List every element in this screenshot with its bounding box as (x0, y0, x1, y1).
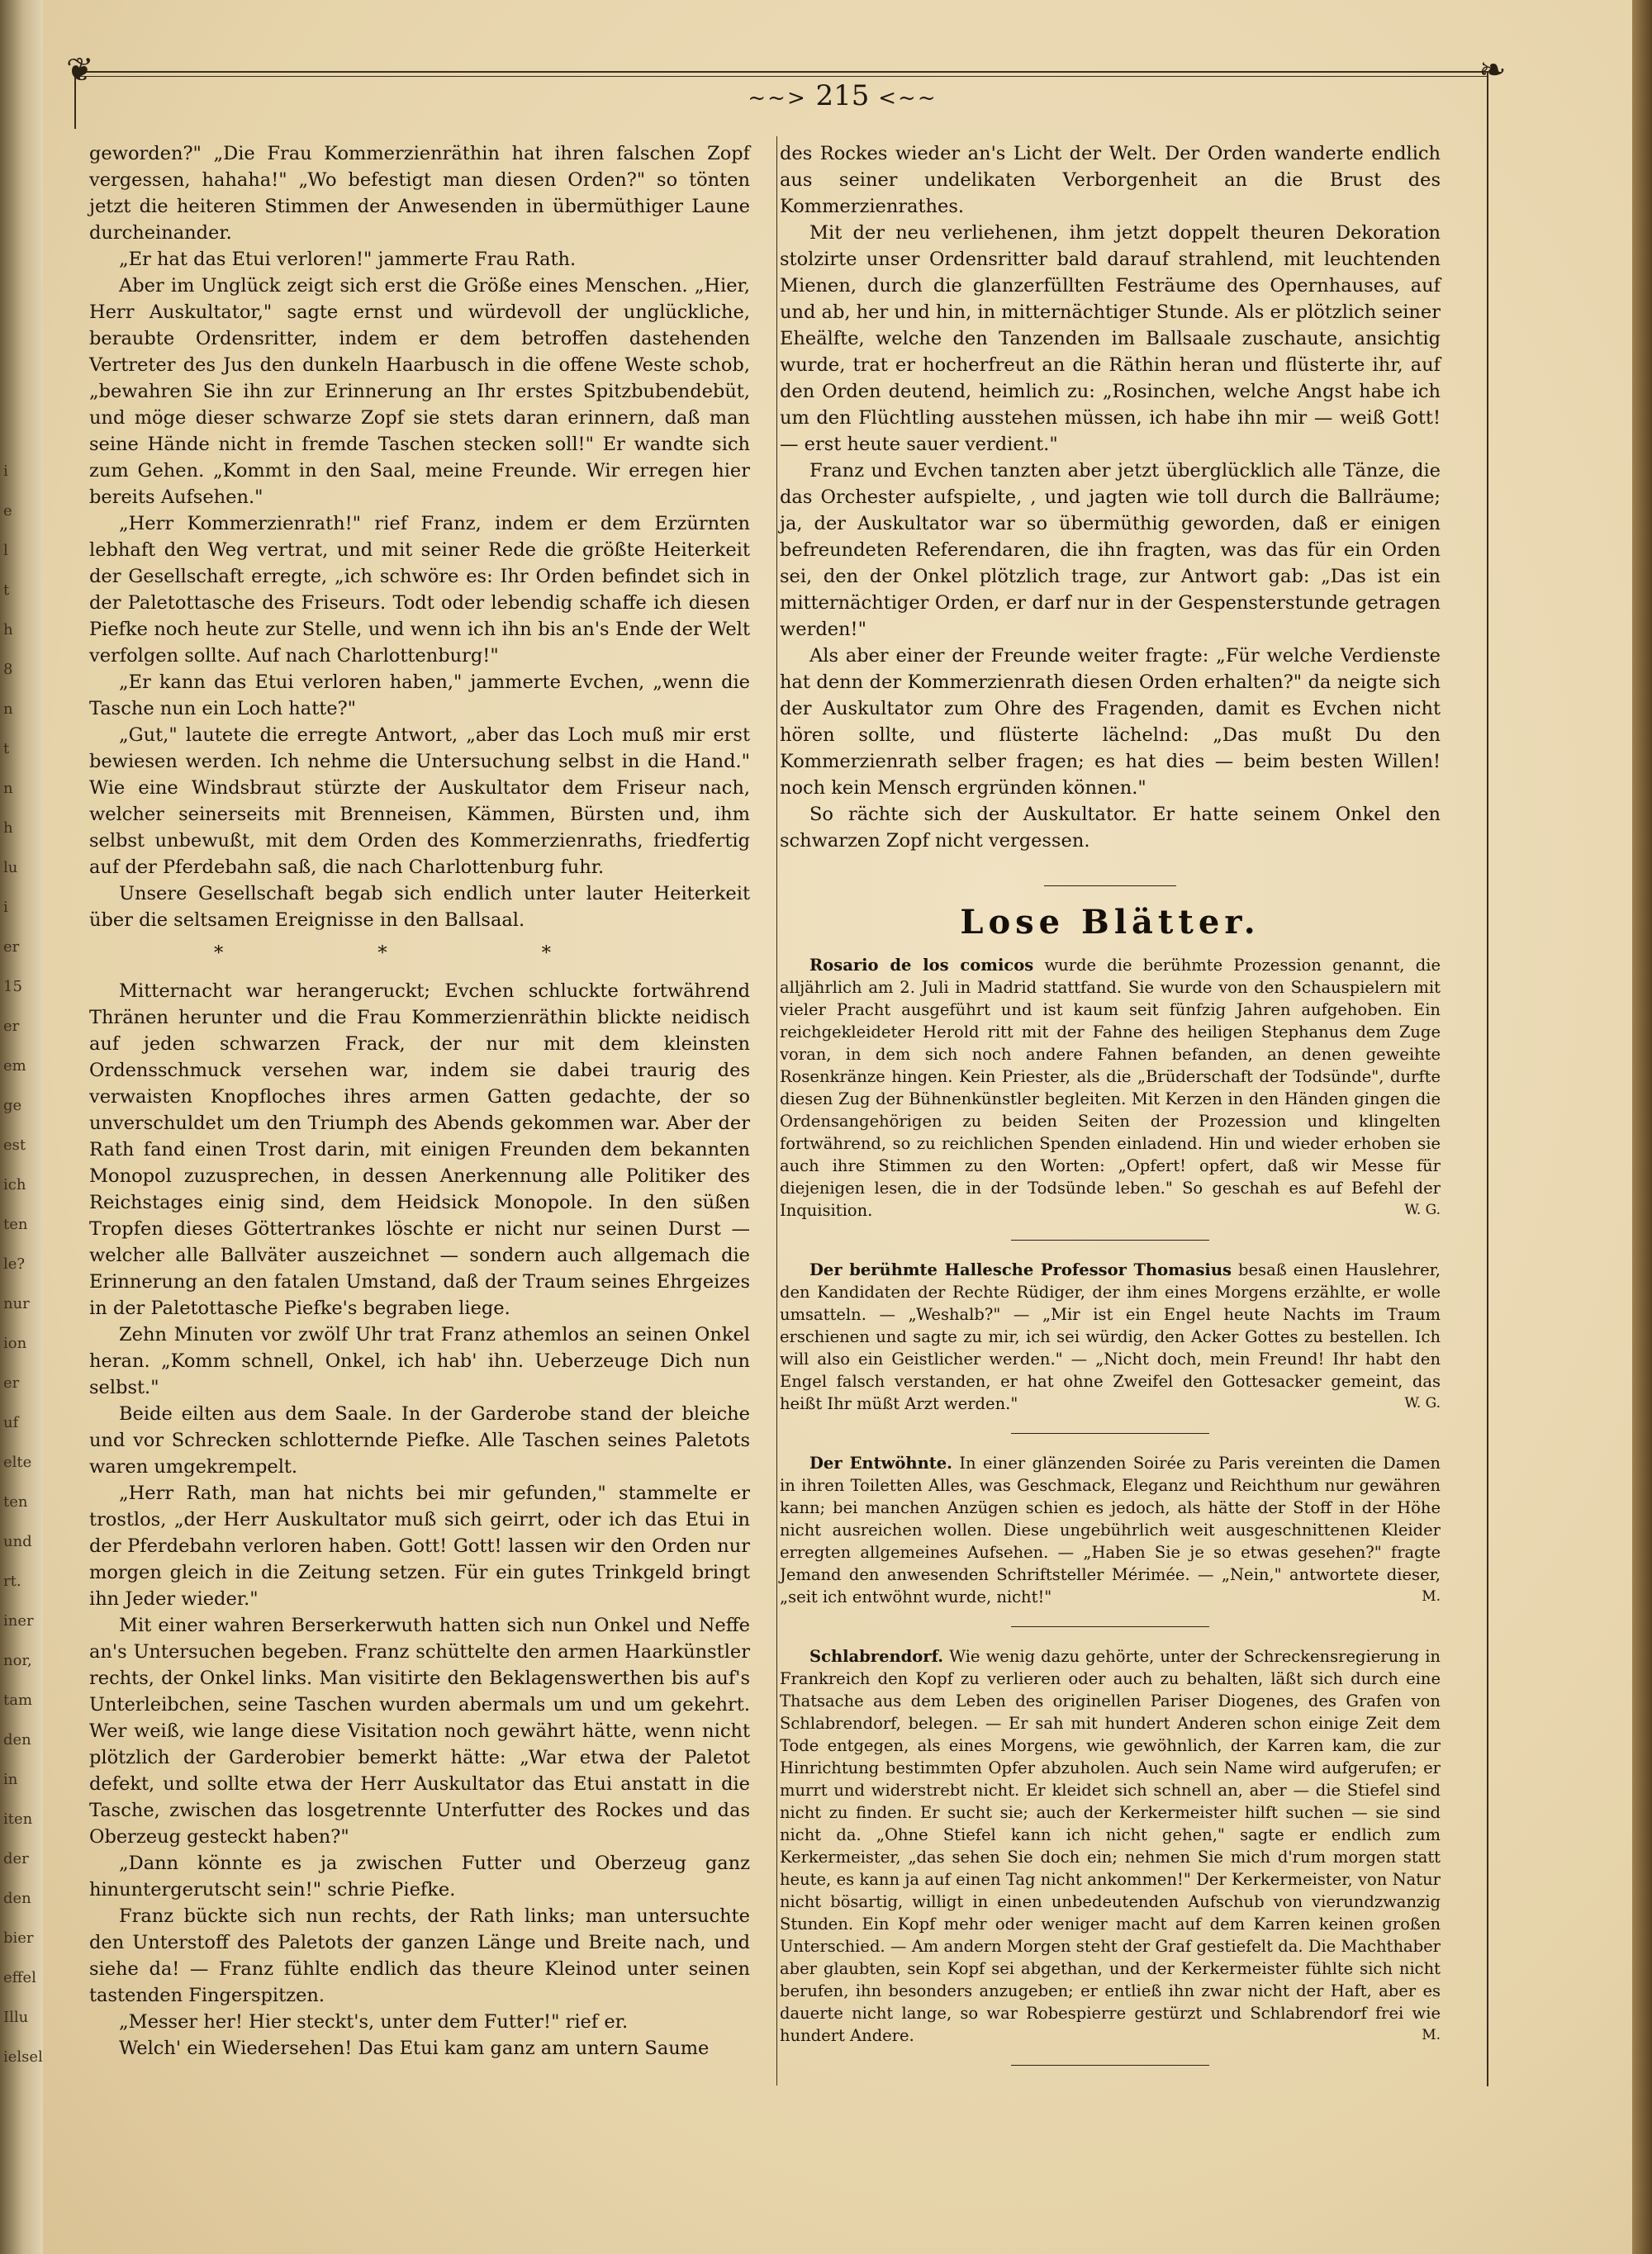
gutter-text-fragment: der (3, 1850, 29, 1867)
entry-text: Wie wenig dazu gehörte, unter der Schreckensregierung in Frankreich den Kopf zu verlieren oder auch zu behalten, läßt sich durch eine Thatsache aus dem Leben des originellen Pariser Diogenes, des Grafen von Schlabrendorf, belegen. — Er sah mit hundert Anderen schon einige Zeit dem Tode entgegen, als eines Morgens, wie gewöhnlich, der Karren kam, die zur Hinrichtung bestimmten Opfer abzuholen. Auch sein Name wird aufgerufen; er murrt und widerstrebt nicht. Er kleidet sich schnell an, aber — die Stiefel sind nicht zu finden. Er sucht sie; auch der Kerkermeister hilft suchen — sie sind nicht da. „Ohne Stiefel kann ich nicht gehen," sagte er endlich zum Kerkermeister, „das sehen Sie doch ein; nehmen Sie mich d'rum morgen statt heute, es kann ja auf einen Tag nicht ankommen!" Der Kerkermeister, von Natur nicht bösartig, willigt in einen unbedeutenden Aufschub von vierundzwanzig Stunden. Ein Kopf mehr oder weniger macht auf dem Karren keinen großen Unterschied. — Am andern Morgen steht der Graf gestiefelt da. Die Machthaber aber glaubten, sein Kopf sei abgethan, und der Kerkermeister fühlte sich nicht berufen, ihn besonders anzugeben; er entließ ihn zwar nicht der Haft, aber es dauerte nicht lange, so war Robespierre gestürzt und Schlabrendorf frei wie hundert Andere. (780, 1647, 1441, 2045)
entry-signature: M. (1422, 2027, 1441, 2043)
paragraph: Welch' ein Wiedersehen! Das Etui kam ganz am untern Saume (119, 2038, 710, 2059)
entry-signature: W. G. (1404, 1395, 1441, 1412)
gutter-text-fragment: rt. (3, 1573, 21, 1590)
paragraph: Mit einer wahren Berserkerwuth hatten sich nun Onkel und Neffe an's Untersuchen begeben. Franz schüttelte den armen Haarkünstler rechts, der Onkel links. Man visitirte den Beklagenswerthen bis auf's Unterleibchen, seine Taschen wurden abermals um und um gekehrt. Wer weiß, wie lange diese Visitation noch gewährt hätte, wenn nicht plötzlich der Garderobier bemerkt hätte: „War etwa der Paletot defekt, und sollte etwa der Herr Auskultator das Etui anstatt in die Tasche, zwischen das losgetrennte Unterfutter des Rockes und das Oberzeug gesteckt haben?" (89, 1615, 750, 1848)
right-frame-rule (1487, 71, 1488, 2086)
entry-text: wurde die berühmte Prozession genannt, die alljährlich am 2. Juli in Madrid stattfand. Sie wurde von den Schauspielern mit vieler Pracht ausgeführt und ist kaum seit fünfzig Jahren aufgehoben. Ein reichgekleideter Herold ritt mit der Fahne des heiligen Stephanus dem Zuge voran, in dem sich noch andere Fahnen befanden, an denen geweihte Rosenkränze hingen. Kein Priester, als die „Brüderschaft der Todsünde", durfte diesen Zug der Bühnenkünstler begleiten. Mit Kerzen in den Händen gingen die Ordensangehörigen zu beiden Seiten der Prozession und klingelten fortwährend, so zu reichlichen Spenden einladend. Hin und wieder erhoben sie auch ihre Stimmen zu den Worten: „Opfert! opfert, daß wir Messe für diejenigen lesen, die in der Todsünde leben." So geschah es auf Befehl der Inquisition. (780, 956, 1441, 1220)
gutter-text-fragment: effel (3, 1969, 36, 1986)
flourish-right-icon: <~~ (878, 86, 938, 111)
gutter-text-fragment: i (3, 899, 8, 916)
gutter-text-fragment: tam (3, 1692, 33, 1709)
corner-ornament-left-icon: ❦ (66, 51, 94, 89)
paragraph: Franz und Evchen tanzten aber jetzt überglücklich alle Tänze, die das Orchester aufspielte, , und jagten wie toll durch die Ballräume; ja, der Auskultator war so übermüthig geworden, daß er einigen befreundeten Referendaren, die ihn fragten, was das für ein Orden sei, den der Onkel plötzlich trage, zur Antwort gab: „Das ist ein mitternächtiger Orden, er darf nur in der Gespensterstunde getragen werden!" (780, 460, 1441, 640)
gutter-text-fragment: t (3, 740, 10, 757)
gutter-text-fragment: ion (3, 1335, 27, 1352)
gutter-text-fragment: iten (3, 1810, 33, 1828)
gutter-text-fragment: nor, (3, 1652, 32, 1669)
gutter-text-fragment: i (3, 463, 8, 480)
gutter-text-fragment: est (3, 1136, 26, 1154)
section-title: Lose Blätter. (960, 903, 1260, 942)
gutter-text-fragment: Illu (3, 2009, 29, 2026)
gutter-text-fragment: h (3, 819, 13, 837)
book-gutter (0, 0, 43, 2254)
paragraph: „Herr Rath, man hat nichts bei mir gefunden," stammelte er trostlos, „der Herr Auskultator muß sich geirrt, oder ich das Etui in der Pferdebahn verloren haben. Gott! Gott! lassen wir den Orden nur morgen gleich in die Zeitung setzen. Für ein gutes Trinkgeld bringt ihn Jeder wieder." (89, 1483, 750, 1610)
top-rule (74, 71, 1487, 73)
gutter-text-fragment: ielsel (3, 2048, 43, 2066)
paragraph: „Dann könnte es ja zwischen Futter und Oberzeug ganz hinuntergerutscht sein!" schrie Piefke. (89, 1853, 750, 1900)
entry-separator (1011, 2065, 1209, 2066)
gutter-text-fragment: bier (3, 1929, 34, 1947)
gutter-text-fragment: elte (3, 1454, 32, 1471)
entry-signature: W. G. (1404, 1202, 1441, 1218)
paragraph: Aber im Unglück zeigt sich erst die Größe eines Menschen. „Hier, Herr Auskultator," sagte ernst und würdevoll der unglückliche, beraubte Ordensritter, indem er dem betroffen dastehenden Vertreter des Jus den dunkeln Haarbusch in die offene Weste schob, „bewahren Sie ihn zur Erinnerung an Ihr erstes Spitzbubendebüt, und möge dieser schwarze Zopf sie stets daran erinnern, daß man seine Hände nicht in fremde Taschen stecken soll!" Er wandte sich zum Gehen. „Kommt in den Saal, meine Freunde. Wir erregen hier bereits Aufsehen." (89, 275, 750, 508)
anecdote-entry (780, 1645, 1441, 2047)
paragraph: So rächte sich der Auskultator. Er hatte seinem Onkel den schwarzen Zopf nicht vergessen. (780, 804, 1441, 852)
paragraph: geworden?" „Die Frau Kommerzienräthin hat ihren falschen Zopf vergessen, hahaha!" „Wo befestigt man diesen Orden?" so tönten jetzt die heiteren Stimmen der Anwesenden in übermüthiger Laune durcheinander. (89, 143, 750, 244)
gutter-text-fragment: le? (3, 1255, 26, 1273)
paragraph: Mitternacht war herangeruckt; Evchen schluckte fortwährend Thränen herunter und die Frau Kommerzienräthin blickte neidisch auf jeden schwarzen Frack, der nur mit dem kleinsten Ordensschmuck versehen war, indem sie dabei traurig des verwaisten Knopfloches ihres armen Gatten gedachte, der so unverschuldet um den Triumph des Abends gekommen war. Aber der Rath fand einen Trost darin, mit einigen Freunden dem bekannten Monopol zuzusprechen, in dessen Anerkennung alle Politiker des Reichstages einig sind, dem Heidsick Monopole. In den süßen Tropfen dieses Göttertrankes löschte er nicht nur seinen Durst — welcher alle Ballväter auszeichnet — sondern auch allgemach die Erinnerung an den fatalen Umstand, daß der Traum seines Ehrgeizes in der Paletottasche Piefke's begraben liege. (89, 980, 750, 1319)
paragraph: des Rockes wieder an's Licht der Welt. Der Orden wanderte endlich aus seiner undelikaten Verborgenheit an die Brust des Kommerzienrathes. (780, 143, 1441, 217)
section-break-stars: * * * (213, 942, 626, 964)
entry-text: besaß einen Hauslehrer, den Kandidaten der Rechte Rüdiger, der ihm eines Morgens erzählte, er wolle umsatteln. — „Weshalb?" — „Mir ist ein Engel heute Nachts im Traum erschienen und sagte zu mir, ich sei würdig, den Acker Gottes zu bestellen. Ich will also ein Geistlicher werden." — „Nicht doch, mein Freund! Ihr habt den Engel falsch verstanden, er hat ohne Zweifel den Gottesacker gemeint, das heißt Ihr müßt Arzt werden." (780, 1260, 1441, 1413)
gutter-text-fragment: er (3, 1018, 20, 1035)
paragraph: „Gut," lautete die erregte Antwort, „aber das Loch muß mir erst bewiesen werden. Ich nehme die Untersuchung selbst in die Hand." Wie eine Windsbraut stürzte der Auskultator dem Friseur nach, welcher seinerseits mit Brenneisen, Kämmen, Bürsten und, ihm selbst unbewußt, mit dem Orden des Kommerzienraths, friedfertig auf der Pferdebahn saß, die nach Charlottenburg fuhr. (89, 724, 750, 878)
gutter-text-fragment: h (3, 621, 13, 638)
column-divider (776, 136, 777, 2086)
entry-title: Rosario de los comicos (809, 956, 1034, 975)
entry-title: Schlabrendorf. (809, 1647, 944, 1666)
corner-ornament-right-icon: ❧ (1479, 51, 1507, 89)
gutter-text-fragment: und (3, 1533, 32, 1550)
entry-separator (1011, 1626, 1209, 1627)
entry-text: In einer glänzenden Soirée zu Paris vereinten die Damen in ihren Toiletten Alles, was Geschmack, Eleganz und Reichthum nur gewähren kann; bei manchen Anzügen schien es jedoch, als hätte der Stoff in der Höhe nicht ausreichen wollen. Diese ungebührlich weit ausgeschnittenen Kleider erregten allgemeines Aufsehen. — „Haben Sie je so etwas gesehen?" fragte Jemand den anwesenden Schriftsteller Mérimée. — „Nein," antwortete dieser, „seit ich entwöhnt wurde, nicht!" (780, 1454, 1441, 1606)
paragraph: Beide eilten aus dem Saale. In der Garderobe stand der bleiche und vor Schrecken schlotternde Piefke. Alle Taschen seines Paletots waren umgekrempelt. (89, 1403, 750, 1478)
entry-separator (1011, 1240, 1209, 1241)
entry-title: Der Entwöhnte. (809, 1454, 952, 1473)
gutter-text-fragment: ge (3, 1097, 22, 1114)
left-column (89, 140, 750, 2062)
entry-title: Der berühmte Hallesche Professor Thomasius (809, 1260, 1232, 1279)
paragraph: Als aber einer der Freunde weiter fragte: „Für welche Verdienste hat denn der Kommerzienrath diesen Orden erhalten?" da neigte sich der Auskultator zum Ohre des Fragenden, damit es Evchen nicht hören sollte, und flüsterte lächelnd: „Das mußt Du den Kommerzienrath selber fragen; es hat dies — beim besten Willen! noch kein Mensch ergründen können." (780, 645, 1441, 799)
gutter-text-fragment: uf (3, 1414, 19, 1431)
page-number: 215 (815, 79, 870, 112)
page-header (677, 79, 1008, 112)
paragraph: „Er kann das Etui verloren haben," jammerte Evchen, „wenn die Tasche nun ein Loch hatte?" (89, 671, 750, 719)
anecdote-entry (780, 954, 1441, 1222)
paragraph: Franz bückte sich nun rechts, der Rath links; man untersuchte den Unterstoff des Paletots der ganzen Länge und Breite nach, und siehe da! — Franz fühlte endlich das theure Kleinod unter seinen tastenden Fingerspitzen. (89, 1905, 750, 2006)
gutter-text-fragment: ich (3, 1176, 26, 1193)
gutter-text-fragment: e (3, 502, 12, 520)
gutter-text-fragment: l (3, 542, 8, 559)
paragraph: Zehn Minuten vor zwölf Uhr trat Franz athemlos an seinen Onkel heran. „Komm schnell, Onkel, ich hab' ihn. Ueberzeuge Dich nun selbst." (89, 1324, 750, 1398)
right-column (780, 140, 1441, 2084)
top-rule-thin (74, 76, 1487, 77)
gutter-text-fragment: nur (3, 1295, 30, 1312)
paragraph: „Herr Kommerzienrath!" rief Franz, indem er dem Erzürnten lebhaft den Weg vertrat, und mit seiner Rede die größte Heiterkeit der Gesellschaft erregte, „ich schwöre es: Ihr Orden befindet sich in der Paletottasche des Friseurs. Todt oder lebendig schaffe ich diesen Piefke noch heute zur Stelle, und wenn ich ihn bis an's Ende der Welt verfolgen sollte. Auf nach Charlottenburg!" (89, 513, 750, 667)
section-rule (1044, 885, 1176, 886)
gutter-text-fragment: t (3, 581, 10, 599)
paragraph: Unsere Gesellschaft begab sich endlich unter lauter Heiterkeit über die seltsamen Ereignisse in den Ballsaal. (89, 883, 750, 931)
gutter-text-fragment: den (3, 1731, 31, 1749)
entry-signature: M. (1422, 1588, 1441, 1605)
paragraph: „Messer her! Hier steckt's, unter dem Futter!" rief er. (119, 2011, 629, 2033)
gutter-text-fragment: iner (3, 1612, 34, 1630)
gutter-text-fragment: ten (3, 1216, 28, 1233)
gutter-text-fragment: in (3, 1771, 18, 1788)
anecdote-entry (780, 1452, 1441, 1608)
gutter-text-fragment: n (3, 780, 13, 797)
page-edge (1632, 0, 1652, 2254)
gutter-text-fragment: em (3, 1057, 26, 1075)
gutter-text-fragment: lu (3, 859, 18, 876)
entry-separator (1011, 1433, 1209, 1434)
gutter-text-fragment: 15 (3, 978, 22, 995)
paragraph: „Er hat das Etui verloren!" jammerte Frau Rath. (119, 249, 577, 270)
gutter-text-fragment: er (3, 1374, 20, 1392)
gutter-text-fragment: er (3, 938, 20, 956)
anecdote-entry (780, 1259, 1441, 1415)
paragraph: Mit der neu verliehenen, ihm jetzt doppelt theuren Dekoration stolzirte unser Ordensritter bald darauf strahlend, mit leuchtenden Mienen, durch die glanzerfüllten Festräume des Opernhauses, auf und ab, her und hin, in mitternächtiger Stunde. Als er plötzlich seiner Eheälfte, welche den Tanzenden im Ballsaale zuschaute, ansichtig wurde, trat er hocherfreut an die Räthin heran und flüsterte ihr, auf den Orden deutend, heimlich zu: „Rosinchen, welche Angst habe ich um den Flüchtling ausstehen müssen, ich habe ihn mir — weiß Gott! — erst heute sauer verdient." (780, 222, 1441, 455)
gutter-text-fragment: den (3, 1890, 31, 1907)
gutter-text-fragment: n (3, 700, 13, 718)
gutter-text-fragment: 8 (3, 661, 13, 678)
gutter-text-fragment: ten (3, 1493, 28, 1511)
flourish-left-icon: ~~> (748, 86, 807, 111)
